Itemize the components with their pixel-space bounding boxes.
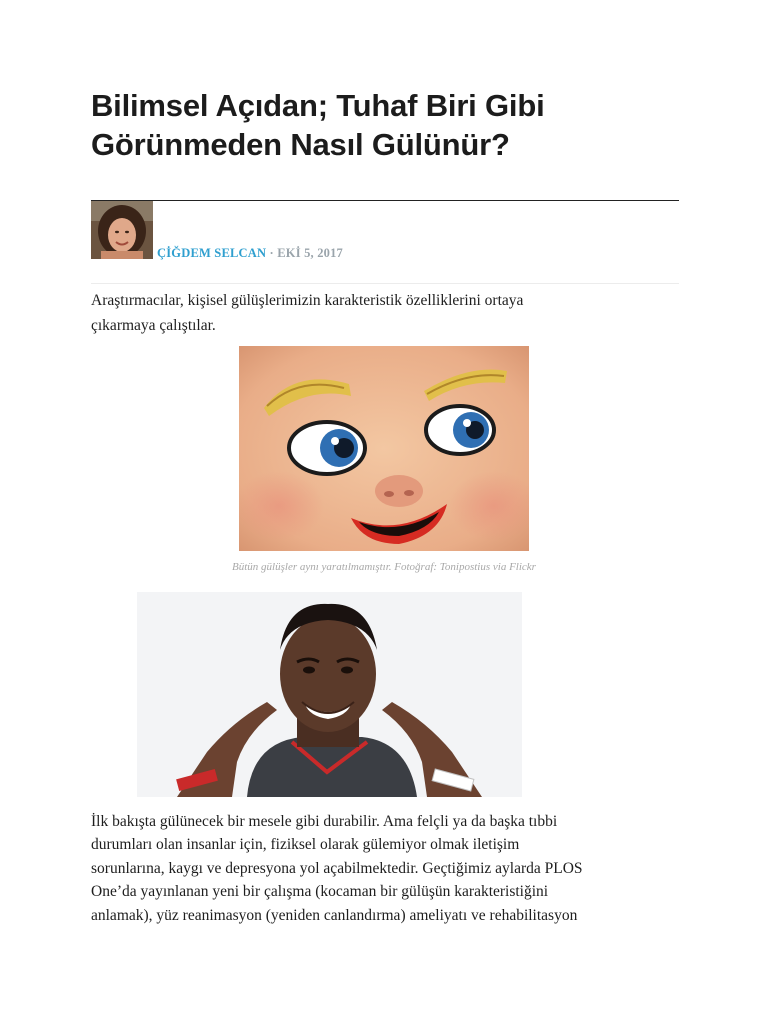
- author-avatar[interactable]: [91, 201, 153, 259]
- body-line: İlk bakışta gülünecek bir mesele gibi durabilir. Ama felçli ya da başka tıbbi: [91, 813, 558, 830]
- doll-face-photo: [239, 346, 529, 551]
- smiling-man-photo: [137, 592, 522, 797]
- photo-caption: Bütün gülüşler aynı yaratılmamıştır. Fotoğraf: Tonipostius via Flickr: [232, 561, 536, 573]
- body-line: durumları olan insanlar için, fiziksel olarak gülemiyor olmak iletişim: [91, 836, 520, 854]
- byline: [157, 246, 343, 261]
- intro-line-1: Araştırmacılar, kişisel gülüşlerimizin karakteristik özelliklerini ortaya: [91, 292, 524, 309]
- intro-line-2: çıkarmaya çalıştılar.: [91, 317, 216, 334]
- intro-paragraph: [91, 288, 651, 338]
- body-line: One’da yayınlanan yeni bir çalışma (kocaman bir gülüşün karakteristiğini: [91, 883, 549, 901]
- author-link[interactable]: ÇİĞDEM SELCAN: [157, 246, 267, 260]
- title-line-1: Bilimsel Açıdan; Tuhaf Biri Gibi: [91, 88, 545, 123]
- byline-divider: [91, 283, 679, 284]
- publish-date: EKİ 5, 2017: [277, 246, 343, 260]
- byline-separator: ·: [269, 246, 274, 260]
- article-title: [91, 86, 691, 164]
- body-line: sorunlarına, kaygı ve depresyona yol açabilmektedir. Geçtiğimiz aylarda PLOS: [91, 859, 583, 877]
- title-divider: [91, 200, 679, 201]
- body-line: anlamak), yüz reanimasyon (yeniden canlandırma) ameliyatı ve rehabilitasyon: [91, 906, 578, 924]
- title-line-2: Görünmeden Nasıl Gülünür?: [91, 127, 510, 162]
- body-paragraph: [91, 810, 683, 927]
